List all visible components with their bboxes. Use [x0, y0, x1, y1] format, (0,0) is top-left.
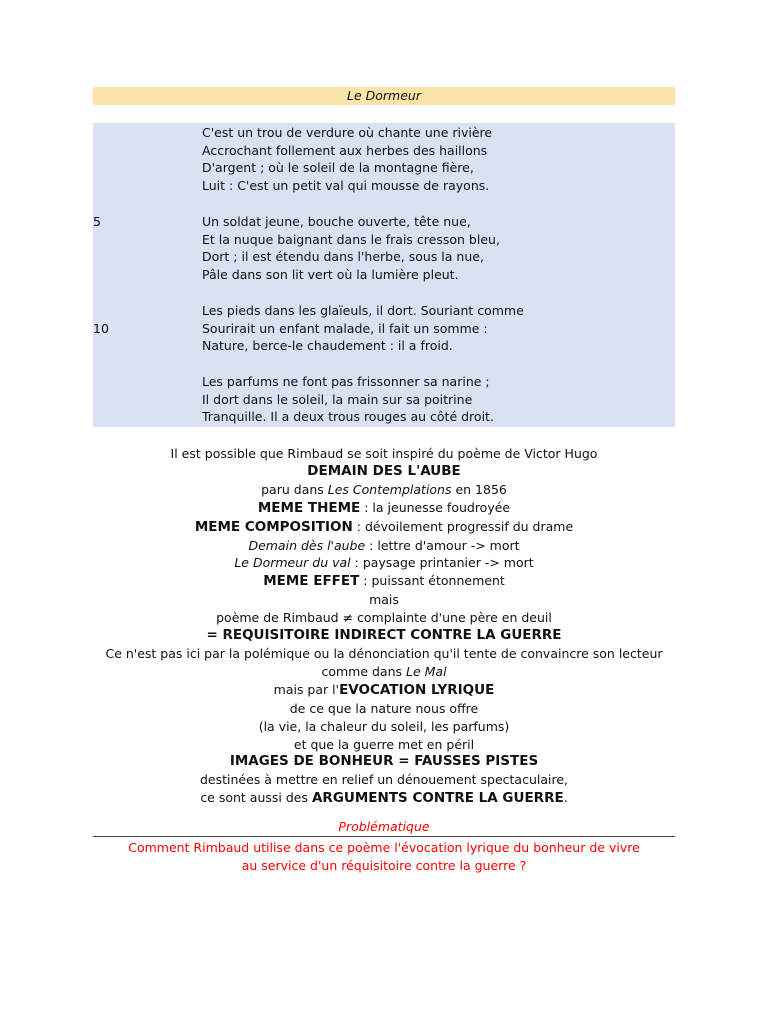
comment-line — [93, 481, 675, 499]
poem-title: Le Dormeur — [93, 87, 675, 105]
comment-italic: Les Contemplations — [327, 481, 452, 497]
problematique-line: Comment Rimbaud utilise dans ce poème l'évocation lyrique du bonheur de vivre — [128, 840, 640, 855]
problematique-title: Problématique — [338, 819, 430, 834]
commentary-block — [93, 445, 675, 808]
poem-line: C'est un trou de verdure où chante une rivière — [202, 125, 493, 140]
comment-heading: DEMAIN DES L'AUBE — [307, 462, 461, 479]
comment-heading: = REQUISITOIRE INDIRECT CONTRE LA GUERRE — [206, 627, 562, 644]
poem-line: Pâle dans son lit vert où la lumière pleut. — [202, 267, 459, 282]
comment-line — [93, 681, 675, 700]
poem-line: D'argent ; où le soleil de la montagne fière, — [202, 160, 474, 175]
line-number: 10 — [93, 321, 109, 336]
comment-bold: EVOCATION LYRIQUE — [339, 681, 495, 698]
problematique-text — [93, 839, 675, 874]
poem-box — [93, 123, 675, 427]
comment-line: (la vie, la chaleur du soleil, les parfums) — [258, 718, 510, 734]
comment-line: de ce que la nature nous offre — [289, 700, 479, 716]
poem-line: Les pieds dans les glaïeuls, il dort. Souriant comme — [202, 303, 524, 318]
comment-line — [93, 518, 675, 537]
poem-line: Luit : C'est un petit val qui mousse de rayons. — [202, 178, 490, 193]
comment-bold: MEME COMPOSITION — [194, 518, 353, 535]
comment-line: et que la guerre met en péril — [293, 736, 475, 752]
poem-line: Un soldat jeune, bouche ouverte, tête nue, — [202, 214, 471, 229]
poem-line: Tranquille. Il a deux trous rouges au côté droit. — [202, 409, 494, 424]
comment-text: : paysage printanier -> mort — [350, 555, 534, 571]
comment-line: Ce n'est pas ici par la polémique ou la dénonciation qu'il tente de convaincre son lecteur — [105, 645, 663, 661]
poem-line: Dort ; il est étendu dans l'herbe, sous la nue, — [202, 249, 484, 264]
comment-text: ce sont aussi des — [200, 790, 312, 806]
comment-text: : puissant étonnement — [359, 573, 505, 589]
comment-bold: MEME EFFET — [263, 573, 360, 590]
comment-line: Il est possible que Rimbaud se soit inspiré du poème de Victor Hugo — [170, 446, 598, 461]
comment-line — [93, 789, 675, 808]
comment-italic: Le Mal — [406, 663, 447, 679]
comment-line: destinées à mettre en relief un dénouement spectaculaire, — [199, 772, 569, 788]
comment-text: . — [563, 790, 568, 806]
comment-text: mais par l' — [273, 681, 340, 697]
line-number: 5 — [93, 214, 101, 229]
comment-text: en 1856 — [451, 481, 507, 497]
comment-italic: Le Dormeur du val — [234, 555, 351, 571]
comment-line: poème de Rimbaud ≠ complainte d'une père en deuil — [216, 610, 552, 626]
comment-line — [93, 663, 675, 681]
poem-line: Les parfums ne font pas frissonner sa narine ; — [202, 374, 490, 389]
comment-line — [93, 499, 675, 518]
poem-line: Et la nuque baignant dans le frais cresson bleu, — [202, 232, 500, 247]
comment-line — [93, 572, 675, 591]
comment-text: : la jeunesse foudroyée — [360, 499, 511, 515]
comment-text: comme dans — [321, 663, 406, 679]
comment-line — [93, 537, 675, 555]
comment-text: : dévoilement progressif du drame — [352, 518, 574, 534]
poem-line: Accrochant follement aux herbes des haillons — [202, 143, 488, 158]
divider — [93, 836, 675, 837]
poem-line: Sourirait un enfant malade, il fait un somme : — [202, 321, 488, 336]
comment-line — [93, 554, 675, 572]
poem-line: Nature, berce-le chaudement : il a froid. — [202, 338, 453, 353]
comment-italic: Demain dès l'aube — [248, 537, 366, 553]
comment-bold: MEME THEME — [257, 499, 361, 516]
comment-text: paru dans — [261, 481, 328, 497]
problematique-line: au service d'un réquisitoire contre la guerre ? — [241, 857, 527, 873]
comment-heading: IMAGES DE BONHEUR = FAUSSES PISTES — [229, 753, 539, 770]
comment-text: : lettre d'amour -> mort — [365, 537, 520, 553]
poem-line: Il dort dans le soleil, la main sur sa poitrine — [202, 392, 473, 407]
comment-bold: ARGUMENTS CONTRE LA GUERRE — [311, 790, 564, 807]
comment-line: mais — [369, 592, 399, 608]
